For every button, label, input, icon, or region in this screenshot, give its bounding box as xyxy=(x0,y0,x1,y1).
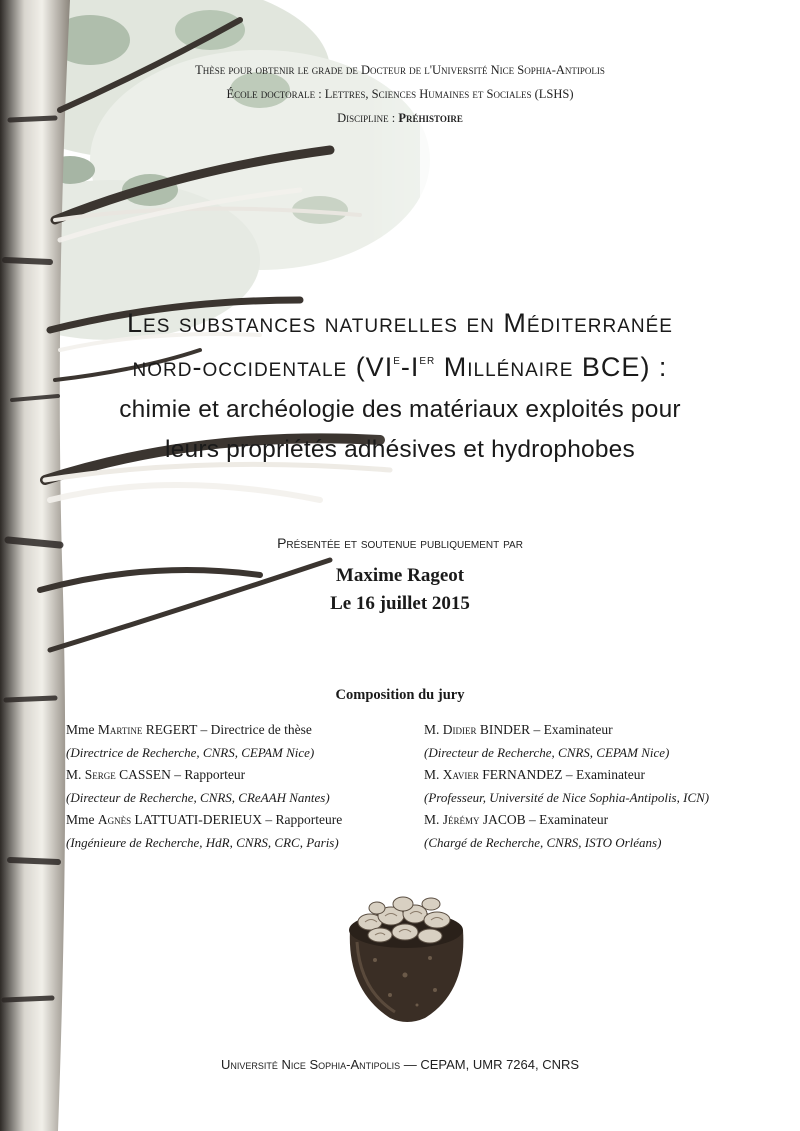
subtitle-line-1: chimie et archéologie des matériaux exploités pour xyxy=(119,396,681,423)
jury-column-left xyxy=(66,719,342,854)
jury-member: M. Xavier FERNANDEZ – Examinateur xyxy=(424,767,645,782)
jury-affiliation: (Directeur de Recherche, CNRS, CReAAH Nantes) xyxy=(66,789,330,805)
jury-affiliation: (Ingénieure de Recherche, HdR, CNRS, CRC, Paris) xyxy=(66,834,339,850)
title-line-2: nord-occidentale (VIe-Ier Millénaire BCE) : xyxy=(132,351,668,382)
jury-affiliation: (Directeur de Recherche, CNRS, CEPAM Nice) xyxy=(424,744,670,760)
jury-affiliation: (Chargé de Recherche, CNRS, ISTO Orléans) xyxy=(424,834,662,850)
jury-member: Mme Agnès LATTUATI-DERIEUX – Rapporteure xyxy=(66,812,343,827)
discipline-label: Discipline : xyxy=(337,111,396,125)
subtitle-line-2: leurs propriétés adhésives et hydrophobes xyxy=(165,436,635,463)
discipline-value: Préhistoire xyxy=(398,111,463,125)
title-line-1: Les substances naturelles en Méditerranée xyxy=(127,308,673,338)
presented-by-label: Présentée et soutenue publiquement par xyxy=(277,535,523,551)
author-name: Maxime Rageot xyxy=(335,565,465,586)
jury-affiliation: (Professeur, Université de Nice Sophia-Antipolis, ICN) xyxy=(424,789,710,805)
footer-institution: Université Nice Sophia-Antipolis — CEPAM, UMR 7264, CNRS xyxy=(220,1057,580,1072)
thesis-statement: Thèse pour obtenir le grade de Docteur de l'Université Nice Sophia-Antipolis xyxy=(195,63,605,77)
jury-member: Mme Martine REGERT – Directrice de thèse xyxy=(66,722,312,737)
jury-column-right xyxy=(424,719,709,854)
jury-affiliation: (Directrice de Recherche, CNRS, CEPAM Nice) xyxy=(66,744,315,760)
pot-illustration xyxy=(335,880,480,1030)
discipline-line xyxy=(0,108,800,129)
defense-date: Le 16 juillet 2015 xyxy=(330,593,470,614)
jury-member: M. Serge CASSEN – Rapporteur xyxy=(66,767,246,782)
doctoral-school: École doctorale : Lettres, Sciences Humaines et Sociales (LSHS) xyxy=(226,87,574,101)
jury-member: M. Jérémy JACOB – Examinateur xyxy=(424,812,609,827)
jury-member: M. Didier BINDER – Examinateur xyxy=(424,722,613,737)
jury-heading: Composition du jury xyxy=(335,687,465,703)
